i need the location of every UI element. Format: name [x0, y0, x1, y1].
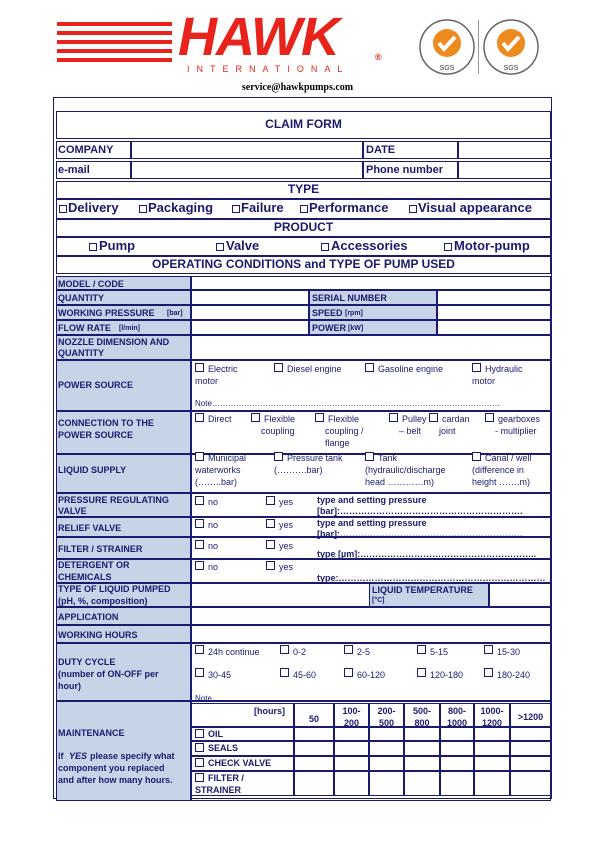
- maint-item-label: FILTER /: [208, 773, 244, 783]
- form-label: RELIEF VALVE: [58, 523, 122, 533]
- company-input[interactable]: [131, 141, 363, 159]
- hours-col-label: 200-: [377, 706, 396, 716]
- maint-item-label: OIL: [208, 729, 223, 739]
- duty-option: 180-240: [497, 670, 531, 680]
- form-label: APPLICATION: [58, 612, 119, 622]
- connection-option: Flexible: [328, 414, 360, 424]
- form-label: SPEED: [312, 308, 343, 318]
- power-source-option: Hydraulic: [485, 364, 523, 374]
- duty-checkbox-2[interactable]: [344, 645, 353, 654]
- form-label: If: [58, 751, 64, 761]
- email-input[interactable]: [131, 161, 363, 179]
- form-label: Phone number: [366, 164, 444, 176]
- maint-item-label: SEALS: [208, 743, 239, 753]
- liquid-supply-option: (hydraulic/discharge: [365, 465, 446, 475]
- maint-checkbox-3[interactable]: [195, 773, 204, 782]
- form-label: [bar]:…………………………………………………….: [317, 506, 523, 516]
- registered-mark: ®: [375, 52, 382, 62]
- liquid-supply-option: height …….m): [472, 477, 531, 487]
- connection-option: coupling /: [325, 426, 364, 436]
- connection-checkbox-2[interactable]: [315, 413, 324, 422]
- no-label: no: [208, 541, 219, 551]
- form-label: PRESSURE REGULATING: [58, 495, 169, 505]
- liquid-supply-option: (difference in: [472, 465, 524, 475]
- liquid-supply-checkbox-0[interactable]: [195, 452, 204, 461]
- value-cell-4[interactable]: [191, 335, 551, 360]
- duty-note-line: Note……………………………………………………………………………………….: [195, 694, 479, 703]
- liquid-supply-checkbox-3[interactable]: [472, 452, 481, 461]
- claim-form: [53, 97, 552, 799]
- product-checkbox-0[interactable]: [89, 243, 97, 251]
- form-label: QUANTITY: [58, 348, 104, 358]
- no-label: no: [208, 497, 219, 507]
- power-source-option: Gasoline engine: [378, 364, 444, 374]
- type-checkbox-0[interactable]: [59, 205, 67, 213]
- type-option-label: Performance: [309, 200, 389, 215]
- maint-cell-0-6[interactable]: [474, 727, 510, 741]
- form-label: COMPANY: [58, 144, 114, 156]
- maint-cell-2-1[interactable]: [294, 756, 334, 771]
- maint-cell-2-4[interactable]: [404, 756, 440, 771]
- type-checkbox-2[interactable]: [232, 205, 240, 213]
- form-title: CLAIM FORM: [265, 117, 342, 131]
- form-label: (pH, %, composition): [58, 596, 148, 606]
- connection-checkbox-3[interactable]: [389, 413, 398, 422]
- hours-col-label: >1200: [517, 712, 544, 722]
- product-option-label: Valve: [226, 238, 260, 253]
- form-label: QUANTITY: [58, 293, 104, 303]
- form-label: type:……………………………………………………………: [317, 573, 546, 583]
- connection-option: cardan: [442, 414, 470, 424]
- form-label: [l/min]: [119, 325, 140, 332]
- hours-col-label: 500-: [412, 706, 431, 716]
- duty-checkbox-6[interactable]: [280, 668, 289, 677]
- form-label: WORKING PRESSURE: [58, 308, 155, 318]
- liquid-supply-option: Tank: [378, 453, 398, 463]
- duty-option: 0-2: [293, 647, 307, 657]
- connection-option: - multiplier: [495, 426, 537, 436]
- form-label: LIQUID TEMPERATURE: [372, 585, 473, 595]
- form-label: FLOW RATE: [58, 323, 111, 333]
- power-source-option: motor: [472, 376, 496, 386]
- maint-cell-2-5[interactable]: [440, 756, 474, 771]
- liquid-supply-checkbox-2[interactable]: [365, 452, 374, 461]
- date-input[interactable]: [458, 141, 551, 159]
- maint-cell-2-3[interactable]: [369, 756, 404, 771]
- certification-seal-icon: [418, 18, 476, 76]
- form-label: NOZZLE DIMENSION AND: [58, 337, 170, 347]
- form-label: [hours]: [254, 706, 285, 716]
- form-label: CONNECTION TO THE: [58, 418, 154, 428]
- maint-checkbox-1[interactable]: [195, 743, 204, 752]
- duty-checkbox-7[interactable]: [344, 668, 353, 677]
- quantity-input[interactable]: [191, 290, 309, 305]
- power-source-checkbox-2[interactable]: [365, 363, 374, 372]
- liquid-supply-option: (……..bar): [195, 477, 238, 487]
- prv-yes-checkbox[interactable]: [266, 496, 275, 505]
- form-label: POWER SOURCE: [58, 430, 134, 440]
- mid-input-2[interactable]: [437, 320, 551, 335]
- form-label: component you replaced: [58, 763, 165, 773]
- phone-input[interactable]: [458, 161, 551, 179]
- logo-speed-lines: [57, 22, 172, 67]
- maint-cell-0-4[interactable]: [404, 727, 440, 741]
- product-heading: PRODUCT: [273, 220, 334, 234]
- form-label: [bar]: [167, 310, 183, 317]
- connection-checkbox-5[interactable]: [485, 413, 494, 422]
- product-checkbox-3[interactable]: [444, 243, 452, 251]
- brand-logo: HAWK: [178, 7, 339, 67]
- form-label: YES: [69, 751, 88, 761]
- duty-checkbox-1[interactable]: [280, 645, 289, 654]
- yes-label: yes: [279, 562, 294, 572]
- form-label: hour): [58, 681, 81, 691]
- yes-label: yes: [279, 520, 294, 530]
- hours-col-label: 500: [378, 718, 395, 728]
- hours-col-label: 1000: [446, 718, 468, 728]
- connection-option: coupling: [261, 426, 295, 436]
- type-heading: TYPE: [287, 182, 320, 196]
- duty-option: 120-180: [430, 670, 464, 680]
- maint-cell-3-7[interactable]: [510, 771, 551, 796]
- maint-cell-2-2[interactable]: [334, 756, 369, 771]
- maint-checkbox-0[interactable]: [195, 729, 204, 738]
- pressure-input[interactable]: [191, 305, 309, 320]
- contact-email[interactable]: service@hawkpumps.com: [241, 82, 354, 93]
- liquid-supply-option: Pressure tank: [287, 453, 343, 463]
- type-checkbox-3[interactable]: [300, 205, 308, 213]
- form-label: (number of ON-OFF per: [58, 669, 159, 679]
- duty-checkbox-4[interactable]: [484, 645, 493, 654]
- product-option-label: Accessories: [331, 238, 408, 253]
- form-label: [rpm]: [345, 310, 363, 317]
- maint-cell-0-2[interactable]: [334, 727, 369, 741]
- form-label: type and setting pressure: [317, 495, 427, 505]
- form-label: TYPE OF LIQUID PUMPED: [58, 584, 171, 594]
- product-checkbox-1[interactable]: [216, 243, 224, 251]
- connection-checkbox-0[interactable]: [195, 413, 204, 422]
- type-checkbox-1[interactable]: [139, 205, 147, 213]
- liquid-supply-option: Municipal: [208, 453, 247, 463]
- no-label: no: [208, 520, 219, 530]
- hours-col-label: 100-: [342, 706, 361, 716]
- duty-option: 5-15: [430, 647, 449, 657]
- duty-option: 15-30: [497, 647, 521, 657]
- cert-label: SGS: [439, 65, 455, 72]
- duty-option: 60-120: [357, 670, 386, 680]
- form-label: type and setting pressure: [317, 518, 427, 528]
- connection-option: Flexible: [264, 414, 296, 424]
- hours-col-label: 1200: [481, 718, 503, 728]
- no-label: no: [208, 562, 219, 572]
- power-source-option: Electric: [208, 364, 238, 374]
- form-label: WORKING HOURS: [58, 630, 138, 640]
- connection-option: flange: [325, 438, 350, 448]
- type-option-label: Packaging: [148, 200, 214, 215]
- mid-input-1[interactable]: [437, 305, 551, 320]
- type-option-label: Delivery: [68, 200, 119, 215]
- value-cell-13[interactable]: [191, 607, 551, 625]
- form-label: e-mail: [58, 164, 90, 176]
- power-source-option: motor: [195, 376, 219, 386]
- value-cell-14[interactable]: [191, 625, 551, 643]
- form-label: DATE: [366, 144, 396, 156]
- type-option-label: Visual appearance: [418, 200, 532, 215]
- power-source-checkbox-3[interactable]: [472, 363, 481, 372]
- maint-cell-3-4[interactable]: [404, 771, 440, 796]
- connection-checkbox-1[interactable]: [251, 413, 260, 422]
- hours-col-label: 800: [414, 718, 430, 728]
- product-option-label: Motor-pump: [454, 238, 530, 253]
- yes-label: yes: [279, 541, 294, 551]
- form-label: [bar]:…………………………………………………….: [317, 529, 523, 539]
- filter-no-checkbox[interactable]: [195, 540, 204, 549]
- liquid-supply-option: (……….bar): [274, 465, 323, 475]
- maint-cell-3-5[interactable]: [440, 771, 474, 796]
- maint-checkbox-2[interactable]: [195, 758, 204, 767]
- form-label: type [µm]:…………………………………………………..: [317, 549, 537, 559]
- detergent-no-checkbox[interactable]: [195, 561, 204, 570]
- filter-yes-checkbox[interactable]: [266, 540, 275, 549]
- connection-option: Pulley: [402, 414, 427, 424]
- maint-cell-1-3[interactable]: [369, 741, 404, 756]
- form-label: POWER: [312, 323, 347, 333]
- cert-label: SGS: [503, 65, 519, 72]
- maint-cell-2-6[interactable]: [474, 756, 510, 771]
- form-label: LIQUID SUPPLY: [58, 465, 127, 475]
- note-line: Note………………………………………………………………………………………………: [195, 399, 500, 408]
- maint-cell-3-3[interactable]: [369, 771, 404, 796]
- brand-subtitle: INTERNATIONAL: [187, 64, 350, 74]
- form-label: SERIAL NUMBER: [312, 293, 387, 303]
- certification-seal-icon: [482, 18, 540, 76]
- form-label: VALVE: [58, 506, 87, 516]
- duty-option: 2-5: [357, 647, 371, 657]
- connection-option: – belt: [399, 426, 422, 436]
- liquid-supply-checkbox-1[interactable]: [274, 452, 283, 461]
- cert-divider: [478, 20, 479, 74]
- maint-cell-1-6[interactable]: [474, 741, 510, 756]
- maint-cell-0-0: [191, 727, 294, 741]
- maint-cell-0-3[interactable]: [369, 727, 404, 741]
- product-checkbox-2[interactable]: [321, 243, 329, 251]
- maint-cell-0-5[interactable]: [440, 727, 474, 741]
- duty-checkbox-3[interactable]: [417, 645, 426, 654]
- form-label: FILTER / STRAINER: [58, 544, 143, 554]
- power-source-option: Diesel engine: [287, 364, 342, 374]
- liquid-supply-option: head …………m): [365, 477, 435, 487]
- relief-yes-checkbox[interactable]: [266, 519, 275, 528]
- flow-input[interactable]: [191, 320, 309, 335]
- maint-cell-1-2[interactable]: [334, 741, 369, 756]
- maint-cell-0-1[interactable]: [294, 727, 334, 741]
- maint-cell-3-1[interactable]: [294, 771, 334, 796]
- prv-no-checkbox[interactable]: [195, 496, 204, 505]
- maint-cell-3-6[interactable]: [474, 771, 510, 796]
- form-label: CHEMICALS: [58, 572, 112, 582]
- form-label: and after how many hours.: [58, 775, 173, 785]
- duty-checkbox-0[interactable]: [195, 645, 204, 654]
- maint-cell-1-4[interactable]: [404, 741, 440, 756]
- product-option-label: Pump: [99, 238, 136, 253]
- power-source-checkbox-1[interactable]: [274, 363, 283, 372]
- maint-cell-3-2[interactable]: [334, 771, 369, 796]
- duty-checkbox-5[interactable]: [195, 668, 204, 677]
- maint-cell-0-7[interactable]: [510, 727, 551, 741]
- liquid-temp-input[interactable]: [489, 583, 551, 607]
- form-label: MAINTENANCE: [58, 728, 125, 738]
- yes-label: yes: [279, 497, 294, 507]
- form-label: please specify what: [90, 751, 175, 761]
- form-label: DETERGENT OR: [58, 560, 130, 570]
- liquid-supply-option: Canal / well: [485, 453, 532, 463]
- duty-option: 45-60: [293, 670, 317, 680]
- hours-col-label: 50: [308, 714, 319, 724]
- maint-cell-1-0: [191, 741, 294, 756]
- detergent-yes-checkbox[interactable]: [266, 561, 275, 570]
- hours-col-label: 800-: [447, 706, 466, 716]
- liquid-supply-option: waterworks: [195, 465, 241, 475]
- value-cell-0[interactable]: [191, 276, 551, 290]
- maint-item-label: STRAINER: [195, 785, 242, 795]
- hours-col-label: 200: [343, 718, 360, 728]
- type-checkbox-4[interactable]: [409, 205, 417, 213]
- mid-input-0[interactable]: [437, 290, 551, 305]
- form-label: POWER SOURCE: [58, 380, 134, 390]
- maint-cell-1-5[interactable]: [440, 741, 474, 756]
- duty-option: 24h continue: [208, 647, 260, 657]
- form-label: MODEL / CODE: [58, 279, 124, 289]
- operating-heading: OPERATING CONDITIONS and TYPE OF PUMP USED: [152, 257, 455, 271]
- maint-item-label: CHECK VALVE: [208, 758, 272, 768]
- form-label: [kW]: [348, 325, 364, 332]
- form-label: DUTY CYCLE: [58, 657, 116, 667]
- duty-checkbox-8[interactable]: [417, 668, 426, 677]
- connection-option: joint: [439, 426, 456, 436]
- type-option-label: Failure: [241, 200, 284, 215]
- form-label: [°C]: [372, 597, 385, 604]
- maint-cell-2-7[interactable]: [510, 756, 551, 771]
- power-source-checkbox-0[interactable]: [195, 363, 204, 372]
- connection-option: gearboxes: [498, 414, 541, 424]
- maint-cell-1-7[interactable]: [510, 741, 551, 756]
- duty-option: 30-45: [208, 670, 232, 680]
- connection-option: Direct: [208, 414, 232, 424]
- duty-checkbox-9[interactable]: [484, 668, 493, 677]
- hours-col-label: 1000-: [480, 706, 504, 716]
- connection-checkbox-4[interactable]: [429, 413, 438, 422]
- relief-no-checkbox[interactable]: [195, 519, 204, 528]
- maint-cell-1-1[interactable]: [294, 741, 334, 756]
